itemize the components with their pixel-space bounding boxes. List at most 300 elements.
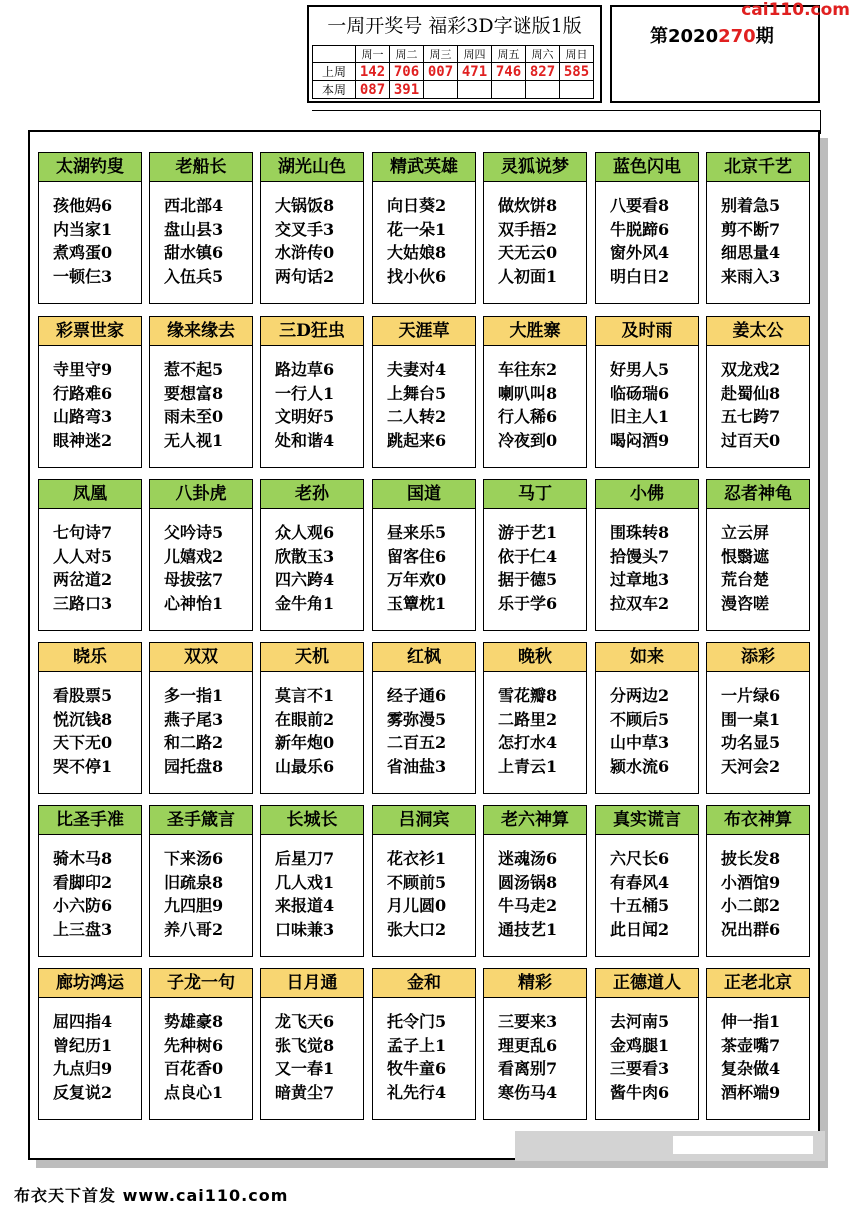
riddle-line: 茶壶嘴7 [721, 1035, 781, 1055]
riddle-line: 礼先行4 [387, 1082, 447, 1102]
riddle-line: 留客住6 [387, 546, 447, 566]
puzzle-card [260, 479, 364, 631]
riddle-line: 路边草6 [275, 360, 335, 379]
puzzle-card [260, 968, 364, 1120]
card-title: 彩票世家 [38, 316, 142, 346]
riddle-line: 跳起来6 [387, 430, 447, 450]
card-title: 长城长 [260, 805, 364, 835]
footer-white-box [673, 1136, 813, 1154]
card-title: 灵狐说梦 [483, 152, 587, 182]
riddle-line: 心神怡1 [164, 593, 224, 613]
riddle-line: 车往东2 [498, 360, 558, 379]
card-body [483, 509, 587, 631]
riddle-line: 拾馒头7 [610, 546, 670, 566]
riddle-line: 两句话2 [275, 266, 335, 286]
riddle-line: 五七跨7 [721, 407, 781, 426]
riddle-line: 赴蜀仙8 [721, 383, 781, 403]
riddle-line: 酱牛肉6 [610, 1082, 670, 1102]
card-title: 太湖钓叟 [38, 152, 142, 182]
this-week-mon: 087 [356, 81, 390, 99]
card-body [483, 346, 587, 468]
riddle-line: 看脚印2 [53, 872, 113, 892]
puzzle-card [483, 642, 587, 794]
this-week-thu [458, 81, 492, 99]
riddle-line: 天无云0 [498, 243, 558, 262]
riddle-line: 漫咨嗟 [721, 593, 770, 613]
card-title: 姜太公 [706, 316, 810, 346]
riddle-line: 看股票5 [53, 686, 113, 705]
riddle-line: 分两边2 [610, 686, 670, 705]
riddle-line: 围珠转8 [610, 523, 670, 542]
card-title: 双双 [149, 642, 253, 672]
card-title: 八卦虎 [149, 479, 253, 509]
day-wed: 周三 [424, 46, 458, 63]
card-body [38, 998, 142, 1120]
puzzle-card [372, 152, 476, 304]
riddle-line: 曾纪历1 [53, 1035, 113, 1055]
riddle-line: 依于仁4 [498, 546, 558, 566]
puzzle-card [483, 479, 587, 631]
riddle-line: 莫言不1 [275, 686, 335, 705]
riddle-line: 惹不起5 [164, 360, 224, 379]
riddle-line: 龙飞天6 [275, 1012, 335, 1031]
card-body [38, 672, 142, 794]
issue-number [650, 22, 774, 48]
last-week-sun: 585 [560, 63, 594, 81]
card-title: 添彩 [706, 642, 810, 672]
riddle-line: 九点归9 [53, 1059, 113, 1078]
card-body [372, 182, 476, 304]
riddle-line: 母拔弦7 [164, 570, 224, 589]
card-body [38, 346, 142, 468]
card-body [595, 672, 699, 794]
riddle-line: 临砀瑞6 [610, 383, 670, 403]
riddle-line: 甜水镇6 [164, 243, 224, 262]
day-fri: 周五 [492, 46, 526, 63]
puzzle-card [483, 805, 587, 957]
days-row [313, 46, 594, 63]
riddle-line: 怎打水4 [498, 733, 558, 752]
riddle-line: 据于德5 [498, 570, 558, 589]
corner-cell [313, 46, 356, 63]
riddle-line: 十五桶5 [610, 896, 670, 915]
day-sat: 周六 [526, 46, 560, 63]
riddle-line: 喇叭叫8 [498, 383, 558, 403]
riddle-line: 天河会2 [721, 756, 781, 776]
riddle-line: 三路口3 [53, 593, 113, 613]
card-title: 廊坊鸿运 [38, 968, 142, 998]
riddle-line: 几人戏1 [275, 872, 335, 892]
card-body [483, 182, 587, 304]
card-title: 大胜寨 [483, 316, 587, 346]
riddle-line: 盘山县3 [164, 219, 224, 239]
day-tue: 周二 [390, 46, 424, 63]
puzzle-card [706, 479, 810, 631]
riddle-line: 人人对5 [53, 546, 113, 566]
this-week-sat [526, 81, 560, 99]
riddle-line: 小六防6 [53, 896, 113, 915]
riddle-line: 煮鸡蛋0 [53, 243, 113, 262]
this-week-sun [560, 81, 594, 99]
card-title: 金和 [372, 968, 476, 998]
riddle-line: 无人视1 [164, 430, 224, 450]
card-title: 三D狂虫 [260, 316, 364, 346]
riddle-line: 来报道4 [275, 896, 335, 915]
puzzle-card [149, 805, 253, 957]
card-body [149, 835, 253, 957]
riddle-line: 内当家1 [53, 219, 113, 239]
riddle-line: 寺里守9 [53, 360, 113, 379]
card-title: 精武英雄 [372, 152, 476, 182]
riddle-line: 不顾前5 [387, 872, 447, 892]
card-body [260, 998, 364, 1120]
riddle-line: 二人转2 [387, 407, 447, 426]
riddle-line: 冷夜到0 [498, 430, 558, 450]
puzzle-card [595, 316, 699, 468]
riddle-line: 大姑娘8 [387, 243, 447, 262]
riddle-line: 山路弯3 [53, 407, 113, 426]
riddle-line: 迷魂汤6 [498, 849, 558, 868]
issue-prefix: 第2020 [650, 26, 719, 47]
riddle-line: 不顾后5 [610, 709, 670, 729]
riddle-line: 张飞觉8 [275, 1035, 335, 1055]
puzzle-card [595, 642, 699, 794]
riddle-line: 细思量4 [721, 243, 781, 262]
card-body [483, 672, 587, 794]
card-body [260, 346, 364, 468]
puzzle-card [260, 152, 364, 304]
footer-text: 布衣天下首发 www.cai110.com [14, 1186, 289, 1205]
riddle-line: 有春风4 [610, 872, 670, 892]
riddle-line: 雾弥漫5 [387, 709, 447, 729]
riddle-line: 游于艺1 [498, 523, 558, 542]
card-body [595, 346, 699, 468]
riddle-line: 金鸡腿1 [610, 1035, 670, 1055]
riddle-line: 先种树6 [164, 1035, 224, 1055]
day-thu: 周四 [458, 46, 492, 63]
card-title: 老孙 [260, 479, 364, 509]
riddle-line: 上舞台5 [387, 383, 447, 403]
card-title: 老船长 [149, 152, 253, 182]
card-title: 比圣手准 [38, 805, 142, 835]
weekly-draw-table [312, 45, 594, 99]
riddle-line: 万年欢0 [387, 570, 447, 589]
last-week-wed: 007 [424, 63, 458, 81]
card-title: 正德道人 [595, 968, 699, 998]
riddle-line: 别着急5 [721, 196, 781, 215]
riddle-line: 经子通6 [387, 686, 447, 705]
riddle-line: 山最乐6 [275, 756, 335, 776]
card-title: 如来 [595, 642, 699, 672]
puzzle-card [595, 479, 699, 631]
riddle-line: 行人稀6 [498, 407, 558, 426]
puzzle-card [38, 642, 142, 794]
puzzle-card [38, 805, 142, 957]
puzzle-card [483, 152, 587, 304]
card-title: 天涯草 [372, 316, 476, 346]
riddle-line: 功名显5 [721, 733, 781, 752]
riddle-line: 文明好5 [275, 407, 335, 426]
puzzle-card [38, 968, 142, 1120]
card-title: 老六神算 [483, 805, 587, 835]
card-title: 正老北京 [706, 968, 810, 998]
riddle-line: 三要看3 [610, 1059, 670, 1078]
card-body [149, 509, 253, 631]
riddle-line: 雪花瓣8 [498, 686, 558, 705]
card-title: 凤凰 [38, 479, 142, 509]
puzzle-card [372, 316, 476, 468]
riddle-line: 看离别7 [498, 1059, 558, 1078]
riddle-line: 此日闻2 [610, 919, 670, 939]
puzzle-card [38, 316, 142, 468]
riddle-line: 在眼前2 [275, 709, 335, 729]
riddle-line: 三要来3 [498, 1012, 558, 1031]
card-body [149, 998, 253, 1120]
puzzle-card [372, 479, 476, 631]
riddle-line: 小二郎2 [721, 896, 781, 915]
riddle-line: 好男人5 [610, 360, 670, 379]
riddle-line: 交叉手3 [275, 219, 335, 239]
riddle-line: 围一桌1 [721, 709, 781, 729]
header-title: 一周开奖号 福彩3D字谜版1版 [327, 15, 582, 37]
riddle-line: 众人观6 [275, 523, 335, 542]
riddle-line: 复杂做4 [721, 1059, 781, 1078]
riddle-line: 又一春1 [275, 1059, 335, 1078]
riddle-line: 拉双车2 [610, 593, 670, 613]
riddle-line: 百花香0 [164, 1059, 224, 1078]
last-week-tue: 706 [390, 63, 424, 81]
issue-number-value: 270 [718, 26, 756, 47]
card-body [372, 346, 476, 468]
riddle-line: 通技艺1 [498, 919, 558, 939]
riddle-line: 眼神迷2 [53, 430, 113, 450]
last-week-row [313, 63, 594, 81]
puzzle-card [483, 316, 587, 468]
puzzle-card [260, 316, 364, 468]
riddle-line: 后星刀7 [275, 849, 335, 868]
issue-suffix: 期 [755, 26, 774, 47]
riddle-line: 夫妻对4 [387, 360, 447, 379]
riddle-line: 一行人1 [275, 383, 335, 403]
riddle-line: 暗黄尘7 [275, 1082, 335, 1102]
riddle-line: 旧主人1 [610, 407, 670, 426]
riddle-line: 荒台楚 [721, 570, 770, 589]
riddle-line: 省油盐3 [387, 756, 447, 776]
card-body [372, 835, 476, 957]
riddle-line: 行路难6 [53, 383, 113, 403]
day-sun: 周日 [560, 46, 594, 63]
riddle-line: 找小伙6 [387, 266, 447, 286]
riddle-line: 养八哥2 [164, 919, 224, 939]
riddle-line: 过百天0 [721, 430, 781, 450]
riddle-line: 两岔道2 [53, 570, 113, 589]
card-title: 日月通 [260, 968, 364, 998]
card-body [595, 182, 699, 304]
riddle-line: 恨翳遮 [721, 546, 770, 566]
puzzle-card [706, 152, 810, 304]
card-title: 天机 [260, 642, 364, 672]
riddle-line: 要想富8 [164, 383, 224, 403]
riddle-line: 上青云1 [498, 756, 558, 776]
card-body [38, 182, 142, 304]
riddle-line: 和二路2 [164, 733, 224, 752]
riddle-line: 来雨入3 [721, 266, 781, 286]
riddle-line: 玉簟枕1 [387, 593, 447, 613]
card-body [706, 672, 810, 794]
card-body [260, 182, 364, 304]
riddle-line: 月儿圆0 [387, 896, 447, 915]
card-body [149, 672, 253, 794]
riddle-line: 一片绿6 [721, 686, 781, 705]
card-title: 小佛 [595, 479, 699, 509]
card-title: 晓乐 [38, 642, 142, 672]
card-body [149, 346, 253, 468]
card-body [372, 509, 476, 631]
riddle-line: 花一朵1 [387, 219, 447, 239]
card-title: 吕洞宾 [372, 805, 476, 835]
riddle-line: 反复说2 [53, 1082, 113, 1102]
card-title: 忍者神龟 [706, 479, 810, 509]
riddle-line: 寒伤马4 [498, 1082, 558, 1102]
puzzle-card [706, 968, 810, 1120]
riddle-line: 双手捂2 [498, 219, 558, 239]
riddle-line: 口味兼3 [275, 919, 335, 939]
riddle-line: 一顿仨3 [53, 266, 113, 286]
card-body [595, 509, 699, 631]
riddle-line: 双龙戏2 [721, 360, 781, 379]
riddle-line: 园托盘8 [164, 756, 224, 776]
card-body [260, 509, 364, 631]
puzzle-card [149, 152, 253, 304]
day-mon: 周一 [356, 46, 390, 63]
puzzle-card [706, 805, 810, 957]
riddle-line: 过章地3 [610, 570, 670, 589]
puzzle-card [149, 316, 253, 468]
riddle-line: 六尺长6 [610, 849, 670, 868]
riddle-line: 父吟诗5 [164, 523, 224, 542]
puzzle-card [372, 968, 476, 1120]
puzzle-card [149, 642, 253, 794]
riddle-line: 人初面1 [498, 266, 558, 286]
riddle-line: 处和谐4 [275, 430, 335, 450]
card-body [706, 346, 810, 468]
card-body [38, 835, 142, 957]
riddle-line: 山中草3 [610, 733, 670, 752]
this-week-tue: 391 [390, 81, 424, 99]
card-title: 国道 [372, 479, 476, 509]
riddle-line: 二路里2 [498, 709, 558, 729]
card-body [38, 509, 142, 631]
riddle-line: 燕子尾3 [164, 709, 224, 729]
card-body [706, 182, 810, 304]
riddle-line: 哭不停1 [53, 756, 113, 776]
card-body [595, 998, 699, 1120]
card-title: 蓝色闪电 [595, 152, 699, 182]
puzzle-card [483, 968, 587, 1120]
puzzle-card [260, 642, 364, 794]
riddle-line: 牧牛童6 [387, 1059, 447, 1078]
riddle-line: 二百五2 [387, 733, 447, 752]
riddle-line: 九四胆9 [164, 896, 224, 915]
card-body [372, 998, 476, 1120]
puzzle-card [149, 968, 253, 1120]
card-title: 及时雨 [595, 316, 699, 346]
riddle-line: 新年炮0 [275, 733, 335, 752]
riddle-line: 圆汤锅8 [498, 872, 558, 892]
this-week-label: 本周 [313, 81, 356, 99]
riddle-line: 托令门5 [387, 1012, 447, 1031]
last-week-sat: 827 [526, 63, 560, 81]
card-title: 精彩 [483, 968, 587, 998]
card-body [483, 998, 587, 1120]
this-week-row [313, 81, 594, 99]
riddle-line: 颍水流6 [610, 756, 670, 776]
card-title: 北京千艺 [706, 152, 810, 182]
riddle-line: 儿嬉戏2 [164, 546, 224, 566]
card-body [706, 509, 810, 631]
puzzle-card [149, 479, 253, 631]
riddle-line: 去河南5 [610, 1012, 670, 1031]
riddle-line: 大锅饭8 [275, 196, 335, 215]
riddle-line: 况出群6 [721, 919, 781, 939]
riddle-line: 喝闷酒9 [610, 430, 670, 450]
card-title: 真实谎言 [595, 805, 699, 835]
card-title: 晚秋 [483, 642, 587, 672]
card-body [260, 672, 364, 794]
card-title: 湖光山色 [260, 152, 364, 182]
site-logo[interactable]: cai110.com [741, 0, 850, 20]
riddle-line: 窗外风4 [610, 243, 670, 262]
card-body [483, 835, 587, 957]
card-title: 马丁 [483, 479, 587, 509]
riddle-line: 花衣衫1 [387, 849, 447, 868]
last-week-thu: 471 [458, 63, 492, 81]
riddle-line: 多一指1 [164, 686, 224, 705]
this-week-wed [424, 81, 458, 99]
riddle-line: 金牛角1 [275, 593, 335, 613]
riddle-line: 旧疏泉8 [164, 872, 224, 892]
card-body [706, 835, 810, 957]
riddle-line: 屈四指4 [53, 1012, 113, 1031]
card-title: 缘来缘去 [149, 316, 253, 346]
riddle-line: 骑木马8 [53, 849, 113, 868]
riddle-line: 立云屏 [721, 523, 770, 542]
card-title: 红枫 [372, 642, 476, 672]
weekly-draw-panel [307, 5, 602, 103]
riddle-line: 牛脱蹄6 [610, 219, 670, 239]
riddle-line: 八要看8 [610, 196, 670, 215]
puzzle-card [595, 968, 699, 1120]
puzzle-card [706, 316, 810, 468]
riddle-line: 势雄豪8 [164, 1012, 224, 1031]
riddle-line: 孟子上1 [387, 1035, 447, 1055]
riddle-line: 水浒传0 [275, 243, 335, 262]
riddle-line: 昼来乐5 [387, 523, 447, 542]
riddle-line: 雨未至0 [164, 407, 224, 426]
riddle-line: 小酒馆9 [721, 872, 781, 892]
puzzle-card [706, 642, 810, 794]
card-body [372, 672, 476, 794]
puzzle-card [38, 479, 142, 631]
riddle-line: 伸一指1 [721, 1012, 781, 1031]
last-week-mon: 142 [356, 63, 390, 81]
puzzle-card [260, 805, 364, 957]
riddle-line: 披长发8 [721, 849, 781, 868]
card-title: 布衣神算 [706, 805, 810, 835]
card-body [260, 835, 364, 957]
riddle-line: 西北部4 [164, 196, 224, 215]
riddle-line: 张大口2 [387, 919, 447, 939]
